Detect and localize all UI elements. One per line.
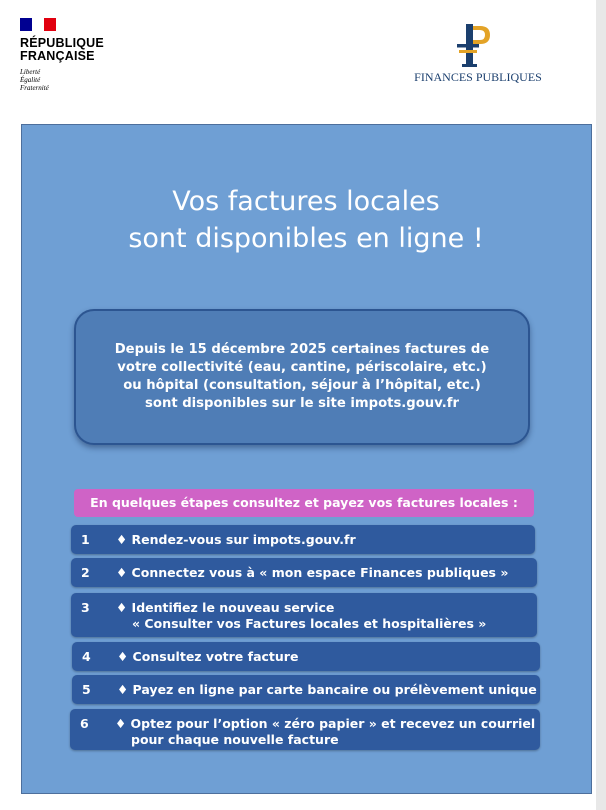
- step-text-line2: « Consulter vos Factures locales et hospitalières »: [132, 616, 487, 631]
- step-text-line2: pour chaque nouvelle facture: [131, 732, 339, 747]
- step-text: [116, 600, 486, 632]
- step-3: [71, 593, 537, 637]
- main-panel: [21, 124, 592, 794]
- step-text: [117, 682, 537, 698]
- republique-francaise-name: [20, 37, 120, 63]
- step-5: [72, 675, 540, 704]
- rf-name-line2: FRANÇAISE: [20, 49, 95, 63]
- step-text-line1: ♦ Identifiez le nouveau service: [116, 600, 335, 615]
- french-flag-icon: [20, 18, 56, 31]
- step-text-line1: ♦ Consultez votre facture: [117, 649, 299, 664]
- rf-name-line1: RÉPUBLIQUE: [20, 36, 104, 50]
- steps-title: En quelques étapes consultez et payez vos factures locales :: [74, 489, 534, 517]
- motto-liberte: Liberté: [20, 68, 41, 76]
- finances-publiques-emblem-icon: [453, 22, 493, 68]
- motto-fraternite: Fraternité: [20, 84, 49, 92]
- step-1: [71, 525, 535, 554]
- info-line: sont disponibles sur le site impots.gouv.fr: [145, 396, 459, 411]
- step-number: 2: [81, 565, 90, 580]
- step-text-line1: ♦ Payez en ligne par carte bancaire ou prélèvement unique: [117, 682, 537, 697]
- step-number: 1: [81, 532, 90, 547]
- step-text: [117, 649, 298, 665]
- step-number: 5: [82, 682, 91, 697]
- info-line: votre collectivité (eau, cantine, périscolaire, etc.): [117, 360, 487, 375]
- step-text: [116, 532, 356, 548]
- step-2: [71, 558, 537, 587]
- step-text-line1: ♦ Optez pour l’option « zéro papier » et recevez un courriel: [115, 716, 536, 731]
- finances-publiques-name: FINANCES PUBLIQUES: [414, 70, 542, 84]
- headline: [22, 183, 590, 257]
- step-number: 4: [82, 649, 91, 664]
- republique-motto: [20, 68, 120, 92]
- info-line: Depuis le 15 décembre 2025 certaines factures de: [114, 342, 490, 357]
- step-text: [115, 716, 535, 748]
- scrollbar[interactable]: [596, 0, 606, 810]
- step-6: [70, 709, 540, 750]
- headline-line2: sont disponibles en ligne !: [128, 223, 484, 254]
- republique-francaise-logo: [20, 18, 120, 98]
- step-number: 6: [80, 716, 89, 731]
- info-line: ou hôpital (consultation, séjour à l’hôpital, etc.): [123, 378, 481, 393]
- step-text-line1: ♦ Connectez vous à « mon espace Finances publiques »: [116, 565, 509, 580]
- motto-egalite: Égalité: [20, 76, 41, 84]
- info-box: [74, 309, 530, 445]
- step-text-line1: ♦ Rendez-vous sur impots.gouv.fr: [116, 532, 356, 547]
- step-text: [116, 565, 508, 581]
- step-4: [72, 642, 540, 671]
- headline-line1: Vos factures locales: [172, 186, 440, 217]
- step-number: 3: [81, 600, 90, 615]
- finances-publiques-logo: [408, 22, 548, 88]
